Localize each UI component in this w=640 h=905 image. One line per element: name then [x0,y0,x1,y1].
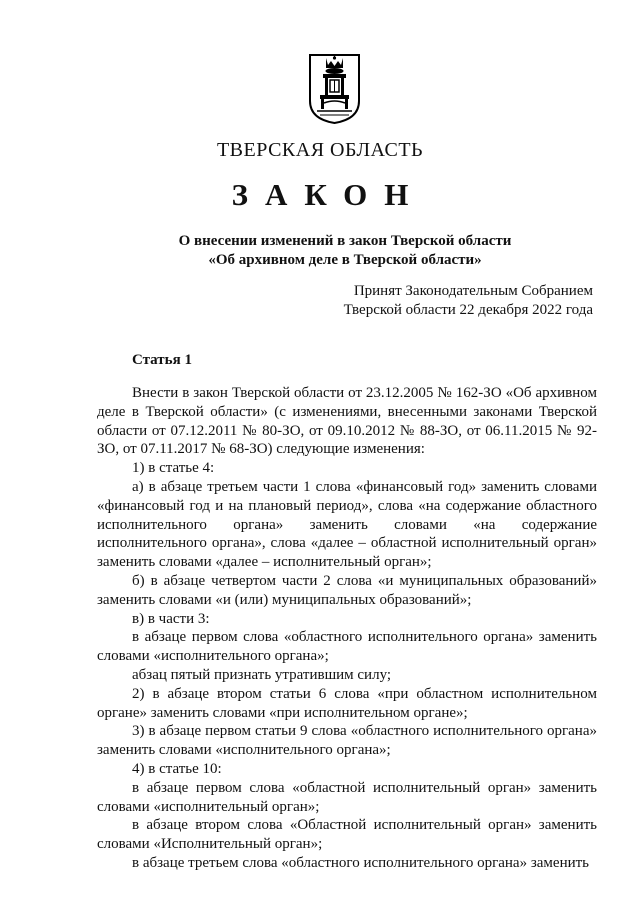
subtitle-line: «Об архивном деле в Тверской области» [208,252,482,268]
paragraph: абзац пятый признать утратившим силу; [132,666,392,683]
subtitle-line: О внесении изменений в закон Тверской области [178,233,512,249]
paragraph: в абзаце третьем слова «областного исполнительного органа» заменить [132,854,590,871]
adoption-line: Принят Законодательным Собранием [353,283,593,299]
article-heading: Статья 1 [132,352,192,368]
paragraph: в абзаце первом слова «областного исполнительного органа» заменить словами «исполнительного органа»; [97,629,597,665]
paragraph: а) в абзаце третьем части 1 слова «финансовый год» заменить словами «финансовый год и на плановый период», слова «на содержание областного исполнительного органа» заменить словами «на содержание исполнительного органа», слова «далее – областной исполнительный орган» заменить словами «далее – исполнительный орган»; [97,478,597,571]
document-type: ЗАКОН [231,177,426,212]
law-subtitle [0,232,640,270]
region-name: ТВЕРСКАЯ ОБЛАСТЬ [216,139,424,161]
paragraph: в) в части 3: [132,610,210,627]
coat-of-arms-icon [308,53,361,125]
article-body [97,384,597,873]
paragraph: 4) в статье 10: [132,760,222,777]
paragraph: в абзаце втором слова «Областной исполнительный орган» заменить словами «Исполнительный орган»; [97,817,597,853]
paragraph: 1) в статье 4: [132,460,215,477]
paragraph: Внести в закон Тверской области от 23.12.2005 № 162-ЗО «Об архивном деле в Тверской области» (с изменениями, внесенными законами Тверской области от 07.12.2011 № 80-ЗО, от 09.10.2012 № 88-ЗО, от 06.11.2015 № 92-ЗО, от 07.11.2017 № 68-ЗО) следующие изменения: [97,385,597,458]
paragraph: б) в абзаце четвертом части 2 слова «и муниципальных образований» заменить словами «и (или) муниципальных образований»; [97,572,597,608]
adoption-line: Тверской области 22 декабря 2022 года [343,302,593,318]
paragraph: 3) в абзаце первом статьи 9 слова «областного исполнительного органа» заменить словами «исполнительного органа»; [97,723,597,759]
paragraph: 2) в абзаце втором статьи 6 слова «при областном исполнительном органе» заменить словами «при исполнительном органе»; [97,685,597,721]
paragraph: в абзаце первом слова «областной исполнительный орган» заменить словами «исполнительный орган»; [97,779,597,815]
adoption-note [344,282,593,320]
